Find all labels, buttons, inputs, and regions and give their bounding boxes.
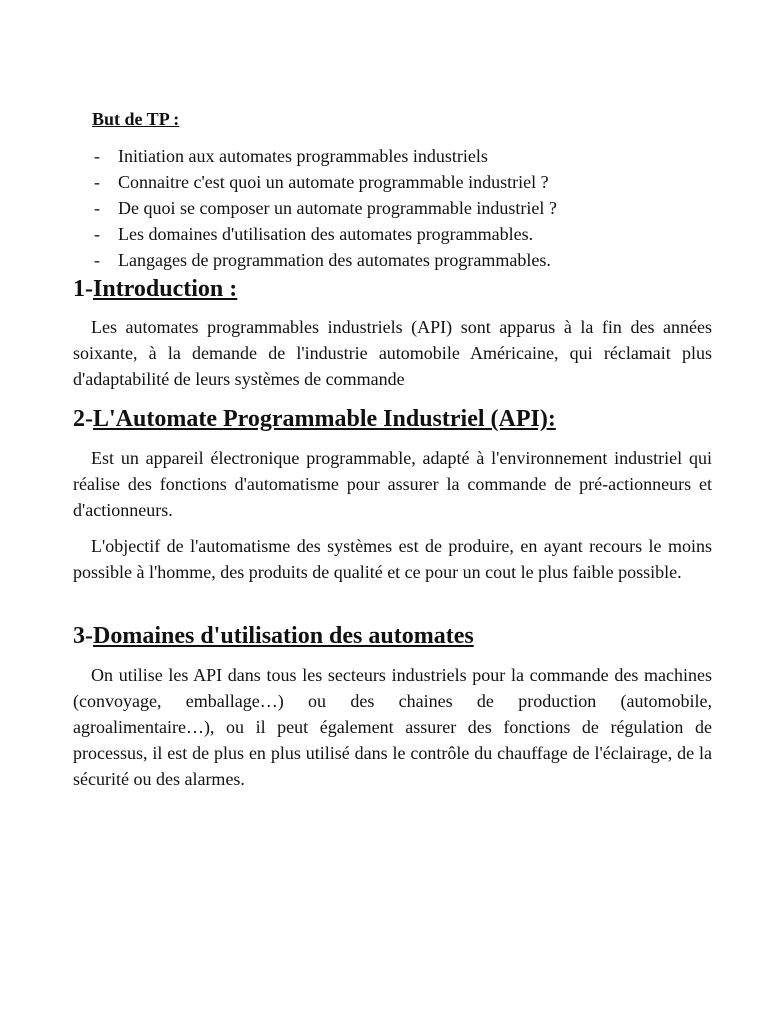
list-item: [94, 195, 557, 221]
list-bullet: -: [94, 172, 100, 192]
section-title: L'Automate Programmable Industriel (API):: [93, 406, 556, 432]
list-item: [94, 221, 557, 247]
list-item: [94, 169, 557, 195]
list-bullet: -: [94, 146, 100, 166]
objective-list: [94, 143, 557, 273]
list-bullet: -: [94, 250, 100, 270]
introduction-paragraph: Les automates programmables industriels (API) sont apparus à la fin des années soixante, à la demande de l'industrie automobile Américaine, qui réclamait plus d'adaptabilité de leurs systèmes de commande: [73, 317, 712, 389]
section-number: 3-: [73, 623, 93, 649]
section-title: Domaines d'utilisation des automates: [93, 623, 474, 649]
list-item-text: Les domaines d'utilisation des automates programmables.: [118, 224, 534, 244]
section-heading-domains: [73, 621, 474, 651]
list-bullet: -: [94, 198, 100, 218]
list-item-text: De quoi se composer un automate programmable industriel ?: [118, 198, 557, 218]
domains-paragraph: On utilise les API dans tous les secteurs industriels pour la commande des machines (convoyage, emballage…) ou des chaines de production (automobile, agroalimentaire…), ou il peut également assurer des fonctions de régulation de processus, il est de plus en plus utilisé dans le contrôle du chauffage de l'éclairage, de la sécurité ou des alarmes.: [73, 665, 712, 789]
list-item-text: Langages de programmation des automates programmables.: [118, 250, 551, 270]
objective-heading: But de TP :: [92, 109, 180, 129]
list-item: [94, 247, 557, 273]
list-bullet: -: [94, 224, 100, 244]
api-objective-paragraph: L'objectif de l'automatisme des systèmes est de produire, en ayant recours le moins possible à l'homme, des produits de qualité et ce pour un cout le plus faible possible.: [73, 536, 712, 582]
section-heading-introduction: [73, 274, 237, 304]
list-item: [94, 143, 557, 169]
list-item-text: Connaitre c'est quoi un automate programmable industriel ?: [118, 172, 549, 192]
list-item-text: Initiation aux automates programmables industriels: [118, 146, 488, 166]
section-number: 1-: [73, 276, 93, 302]
section-title: Introduction :: [93, 276, 238, 302]
section-number: 2-: [73, 406, 93, 432]
api-definition-paragraph: Est un appareil électronique programmable, adapté à l'environnement industriel qui réalise des fonctions d'automatisme pour assurer la commande de pré-actionneurs et d'actionneurs.: [73, 448, 712, 520]
section-heading-api: [73, 404, 556, 434]
